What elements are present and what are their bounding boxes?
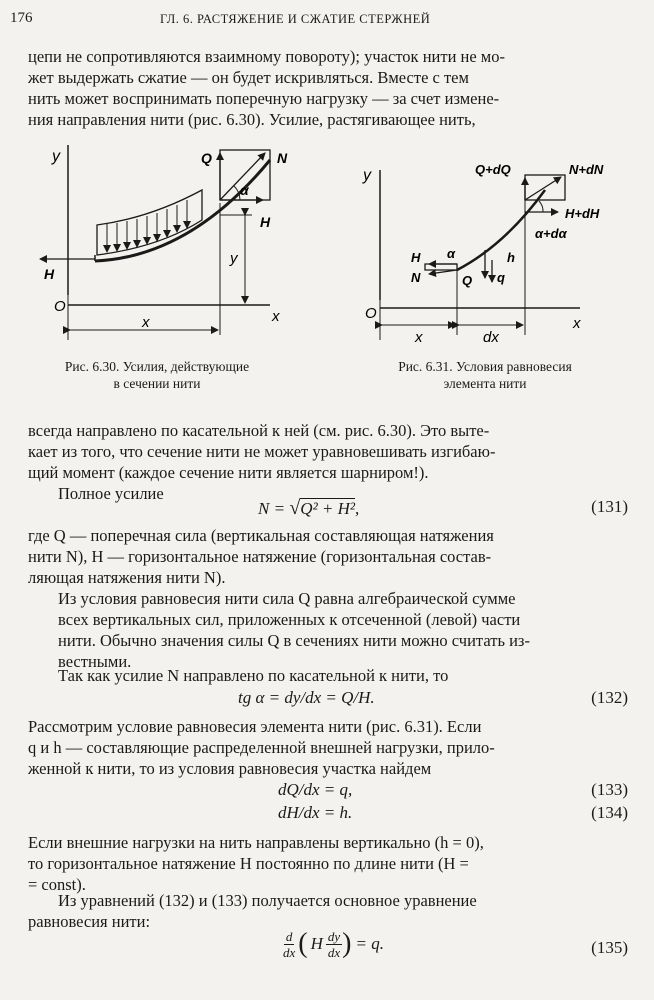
distributed-load: [97, 190, 202, 255]
text-line: цепи не сопротивляются взаимному повороту); участок нити не мо-: [28, 47, 505, 66]
fraction-denominator: dx: [283, 944, 296, 960]
text-line: всегда направлено по касательной к ней (см. рис. 6.30). Это выте-: [28, 421, 490, 440]
paragraph-7: [28, 716, 628, 779]
text-line: то горизонтальное натяжение H постоянно по длине нити (H =: [28, 854, 469, 873]
label-N: N: [277, 150, 288, 166]
text-line: нити. Обычно значения силы Q в сечениях нити можно считать из-: [58, 631, 530, 650]
text-line: ляющая натяжения нити N).: [28, 568, 226, 587]
paragraph-1: [28, 46, 628, 130]
caption-6-31: [345, 358, 625, 392]
label-HdH: H+dH: [565, 206, 600, 221]
label-x-axis: x: [272, 308, 280, 325]
paragraph-2: [28, 420, 628, 483]
page-number: 176: [10, 10, 33, 26]
paragraph-6: [28, 665, 628, 686]
equation-131: [28, 497, 628, 521]
text-line: нити N), H — горизонтальное натяжение (горизонтальная состав-: [28, 547, 492, 566]
label-H-left: H: [44, 266, 55, 282]
equation-number: (135): [591, 938, 628, 957]
left-force-parallelogram: [425, 264, 457, 270]
fraction-numerator: d: [285, 928, 293, 944]
text-line: Из условия равновесия нити сила Q равна алгебраической сумме: [58, 589, 516, 608]
equation-133: [28, 780, 628, 804]
paren-close: ): [342, 928, 352, 959]
label-q: q: [497, 270, 505, 285]
label-alpha-dalpha: α+dα: [535, 226, 567, 241]
equation-135: [28, 928, 628, 972]
equation-number: (131): [591, 497, 628, 516]
eq-H: H: [310, 934, 323, 953]
text-line: щий момент (каждое сечение нити является шарниром!).: [28, 463, 429, 482]
equation-body: dQ/dx = q,: [278, 780, 353, 799]
text-line: кает из того, что сечение нити не может уравновешивать изгибаю-: [28, 442, 496, 461]
eq-radicand: Q² + H²: [300, 499, 356, 518]
paragraph-9: [28, 890, 628, 932]
text-line: Полное усилие: [58, 484, 164, 503]
equation-body: dH/dx = h.: [278, 803, 353, 822]
label-dx-dim: dx: [483, 329, 499, 345]
text-line: где Q — поперечная сила (вертикальная составляющая натяжения: [28, 526, 494, 545]
text-line: нить может воспринимать поперечную нагрузку — за счет измене-: [28, 89, 500, 108]
text-line: Из уравнений (132) и (133) получается основное уравнение: [58, 891, 477, 910]
fraction-denominator: dx: [327, 944, 341, 960]
running-head: ГЛ. 6. РАСТЯЖЕНИЕ И СЖАТИЕ СТЕРЖНЕЙ: [160, 12, 431, 26]
equation-number: (133): [591, 780, 628, 799]
equation-body: [283, 928, 384, 960]
figure-6-30: [20, 135, 310, 345]
text-line: Так как усилие N направлено по касательной к нити, то: [58, 666, 449, 685]
equation-body: N = √Q² + H²,: [258, 497, 360, 519]
caption-6-30: [22, 358, 292, 392]
text-line: = const).: [28, 875, 86, 894]
caption-line: элемента нити: [443, 376, 527, 391]
label-x-dim: x: [142, 314, 150, 331]
text-line: равновесия нити:: [28, 912, 151, 931]
text-line: q и h — составляющие распределенной внешней нагрузки, прило-: [28, 738, 495, 757]
text-line: вестными.: [58, 652, 132, 671]
label-QdQ: Q+dQ: [475, 162, 511, 177]
eq-rhs: = q.: [355, 934, 384, 953]
equation-132: [28, 688, 628, 712]
label-NdN: N+dN: [569, 162, 604, 177]
label-origin: O: [365, 305, 377, 322]
caption-line: в сечении нити: [113, 376, 201, 391]
eq-lhs: N =: [258, 499, 290, 518]
fraction-numerator: dy: [327, 928, 341, 944]
paren-open: (: [298, 928, 308, 959]
label-Q: Q: [462, 273, 473, 288]
string-element: [457, 190, 545, 270]
equation-number: (134): [591, 803, 628, 822]
label-H-right: H: [260, 214, 271, 230]
label-alpha: α: [240, 182, 249, 198]
label-N: N: [411, 270, 421, 285]
equation-134: [28, 803, 628, 827]
text-line: Если внешние нагрузки на нить направлены вертикально (h = 0),: [28, 833, 484, 852]
eq-tail: ,: [355, 499, 360, 518]
text-line: ния направления нити (рис. 6.30). Усилие, растягивающее нить,: [28, 110, 476, 129]
text-line: Рассмотрим условие равновесия элемента нити (рис. 6.31). Если: [28, 717, 482, 736]
text-line: женной к нити, то из условия равновесия участка найдем: [28, 759, 432, 778]
text-line: всех вертикальных сил, приложенных к отсеченной (левой) части: [58, 610, 521, 629]
caption-line: Рис. 6.30. Усилия, действующие: [64, 359, 250, 374]
label-y-axis: y: [363, 167, 371, 184]
paragraph-5: [28, 588, 628, 672]
label-h: h: [507, 250, 515, 265]
label-y-dim: y: [230, 250, 238, 267]
label-x-axis: x: [573, 315, 581, 332]
label-H: H: [411, 250, 421, 265]
label-Q: Q: [201, 150, 212, 166]
equation-body: tg α = dy/dx = Q/H.: [238, 688, 375, 707]
label-x-dim: x: [415, 329, 423, 345]
paragraph-4: [28, 525, 628, 588]
equation-number: (132): [591, 688, 628, 707]
label-y-axis: y: [52, 148, 60, 165]
label-origin: O: [54, 298, 66, 315]
label-alpha: α: [447, 246, 456, 261]
figure-6-31: [345, 150, 645, 345]
paragraph-8: [28, 832, 628, 895]
text-line: жет выдержать сжатие — он будет искривляться. Вместе с тем: [28, 68, 469, 87]
caption-line: Рис. 6.31. Условия равновесия: [398, 359, 572, 374]
